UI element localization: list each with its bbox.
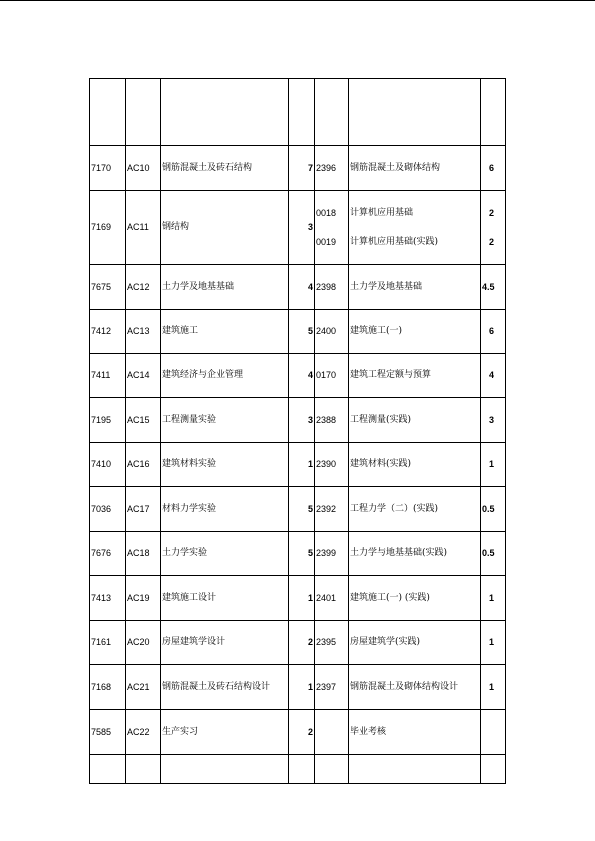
old-credit: 1 <box>289 443 315 487</box>
new-credit: 6 <box>481 146 506 191</box>
table-row <box>90 532 506 576</box>
table-row <box>90 576 506 621</box>
course-number: AC16 <box>126 443 161 487</box>
table-row <box>90 265 506 310</box>
old-credit <box>289 79 315 146</box>
course-number: AC18 <box>126 532 161 576</box>
old-course-name <box>161 79 289 146</box>
old-course-name: 建筑材料实验 <box>161 443 289 487</box>
old-course-code: 7161 <box>90 621 126 665</box>
new-credit <box>481 755 506 784</box>
old-course-name: 工程测量实验 <box>161 398 289 443</box>
new-course-code: 2390 <box>315 443 349 487</box>
table-row <box>90 487 506 532</box>
new-course-code: 2399 <box>315 532 349 576</box>
old-credit <box>289 755 315 784</box>
course-number: AC21 <box>126 665 161 710</box>
old-course-name: 生产实习 <box>161 710 289 755</box>
new-course-name: 土力学与地基基础(实践) <box>349 532 481 576</box>
page-top-rule <box>0 0 595 1</box>
table-row <box>90 398 506 443</box>
old-course-code: 7675 <box>90 265 126 310</box>
old-credit: 2 <box>289 621 315 665</box>
new-credit <box>481 79 506 146</box>
old-course-code: 7412 <box>90 310 126 354</box>
old-course-name: 土力学实验 <box>161 532 289 576</box>
old-course-name: 房屋建筑学设计 <box>161 621 289 665</box>
old-course-name: 材料力学实验 <box>161 487 289 532</box>
course-number <box>126 755 161 784</box>
table-row <box>90 146 506 191</box>
new-credit: 1 <box>481 443 506 487</box>
table-row <box>90 621 506 665</box>
old-course-code <box>90 755 126 784</box>
course-mapping-table <box>89 78 506 784</box>
old-course-code: 7169 <box>90 191 126 265</box>
new-course-name: 建筑工程定额与预算 <box>349 354 481 398</box>
new-course-code: 2395 <box>315 621 349 665</box>
new-course-name: 计算机应用基础(实践) <box>350 236 439 247</box>
old-course-code: 7170 <box>90 146 126 191</box>
old-credit: 1 <box>289 576 315 621</box>
new-course-name: 建筑材料(实践) <box>349 443 481 487</box>
new-credit <box>481 710 506 755</box>
old-course-code: 7413 <box>90 576 126 621</box>
old-credit: 3 <box>289 191 315 265</box>
old-course-name: 钢筋混凝土及砖石结构设计 <box>161 665 289 710</box>
new-course-code: 2388 <box>315 398 349 443</box>
course-number: AC17 <box>126 487 161 532</box>
new-course-name: 钢筋混凝土及砌体结构 <box>349 146 481 191</box>
new-course-name: 土力学及地基基础 <box>349 265 481 310</box>
new-credit: 4 <box>481 354 506 398</box>
old-course-name: 建筑经济与企业管理 <box>161 354 289 398</box>
old-credit: 3 <box>289 398 315 443</box>
course-number: AC20 <box>126 621 161 665</box>
course-number: AC15 <box>126 398 161 443</box>
new-course-code: 2401 <box>315 576 349 621</box>
old-credit: 1 <box>289 665 315 710</box>
new-course-code <box>315 710 349 755</box>
new-credit: 1 <box>481 576 506 621</box>
new-credit: 0.5 <box>481 532 506 576</box>
old-credit: 5 <box>289 487 315 532</box>
course-number <box>126 79 161 146</box>
new-course-name: 计算机应用基础 <box>350 207 414 218</box>
course-number: AC22 <box>126 710 161 755</box>
old-credit: 5 <box>289 532 315 576</box>
old-course-code: 7195 <box>90 398 126 443</box>
new-course-code: 0170 <box>315 354 349 398</box>
table-row <box>90 354 506 398</box>
new-course-code: 2400 <box>315 310 349 354</box>
course-number: AC14 <box>126 354 161 398</box>
new-credit: 2 <box>488 236 494 247</box>
table-row <box>90 310 506 354</box>
new-course-code: 2398 <box>315 265 349 310</box>
table-row <box>90 710 506 755</box>
old-credit: 2 <box>289 710 315 755</box>
course-number: AC10 <box>126 146 161 191</box>
course-number: AC11 <box>126 191 161 265</box>
old-course-name <box>161 755 289 784</box>
new-course-name: 钢筋混凝土及砌体结构设计 <box>349 665 481 710</box>
new-course-code: 0019 <box>316 236 337 247</box>
old-course-name: 建筑施工 <box>161 310 289 354</box>
new-credit: 3 <box>481 398 506 443</box>
new-credit: 2 <box>488 207 494 218</box>
new-course-name: 毕业考核 <box>349 710 481 755</box>
new-course-name <box>349 79 481 146</box>
new-credit: 6 <box>481 310 506 354</box>
new-course-code: 2396 <box>315 146 349 191</box>
course-number: AC13 <box>126 310 161 354</box>
new-course-code <box>315 755 349 784</box>
table-row <box>90 79 506 146</box>
old-credit: 7 <box>289 146 315 191</box>
course-number: AC19 <box>126 576 161 621</box>
old-course-name: 建筑施工设计 <box>161 576 289 621</box>
course-number: AC12 <box>126 265 161 310</box>
new-course-code: 0018 <box>316 207 337 218</box>
table-row <box>90 191 506 265</box>
new-credit: 1 <box>481 621 506 665</box>
new-course-name <box>349 755 481 784</box>
old-credit: 5 <box>289 310 315 354</box>
new-course-code-group <box>315 191 349 265</box>
new-course-name: 工程测量(实践) <box>349 398 481 443</box>
new-course-name: 房屋建筑学(实践) <box>349 621 481 665</box>
new-credit: 0.5 <box>481 487 506 532</box>
new-course-name-group <box>349 191 481 265</box>
new-course-name: 建筑施工(一) <box>349 310 481 354</box>
new-course-code <box>315 79 349 146</box>
new-credit: 4.5 <box>481 265 506 310</box>
old-course-name: 土力学及地基基础 <box>161 265 289 310</box>
new-course-name: 建筑施工(一) (实践) <box>349 576 481 621</box>
old-credit: 4 <box>289 265 315 310</box>
old-course-name: 钢筋混凝土及砖石结构 <box>161 146 289 191</box>
old-course-code: 7411 <box>90 354 126 398</box>
old-course-code: 7410 <box>90 443 126 487</box>
old-course-code: 7585 <box>90 710 126 755</box>
new-credit-group <box>481 191 506 265</box>
old-course-name: 钢结构 <box>161 191 289 265</box>
old-course-code: 7036 <box>90 487 126 532</box>
table-row <box>90 665 506 710</box>
old-credit: 4 <box>289 354 315 398</box>
old-course-code <box>90 79 126 146</box>
old-course-code: 7676 <box>90 532 126 576</box>
new-course-code: 2397 <box>315 665 349 710</box>
new-course-code: 2392 <box>315 487 349 532</box>
table-row <box>90 443 506 487</box>
old-course-code: 7168 <box>90 665 126 710</box>
new-credit: 1 <box>481 665 506 710</box>
new-course-name: 工程力学（二）(实践) <box>349 487 481 532</box>
table-row <box>90 755 506 784</box>
